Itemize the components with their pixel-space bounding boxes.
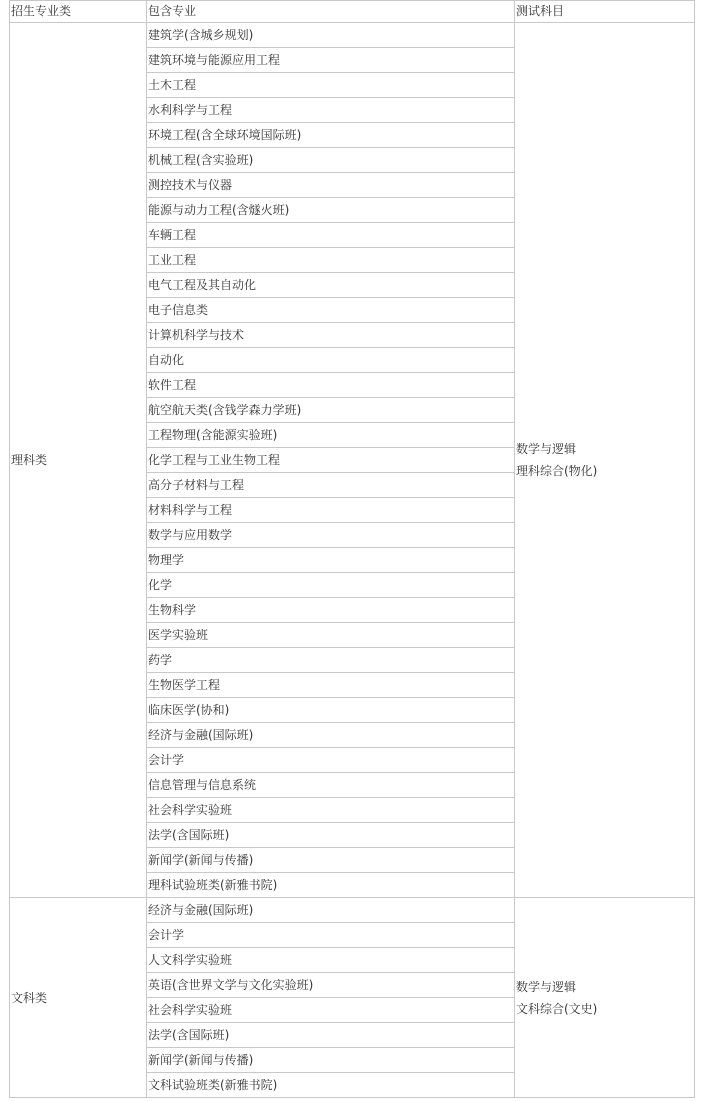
major-cell: 计算机科学与技术 <box>147 323 515 348</box>
major-cell: 机械工程(含实验班) <box>147 148 515 173</box>
table-row <box>10 898 695 923</box>
major-cell: 生物医学工程 <box>147 673 515 698</box>
major-cell: 社会科学实验班 <box>147 798 515 823</box>
major-cell: 社会科学实验班 <box>147 998 515 1023</box>
major-cell: 自动化 <box>147 348 515 373</box>
major-cell: 工业工程 <box>147 248 515 273</box>
major-cell: 测控技术与仪器 <box>147 173 515 198</box>
major-cell: 经济与金融(国际班) <box>147 898 515 923</box>
admission-table <box>9 0 695 1098</box>
subject-line: 数学与逻辑 <box>516 979 577 994</box>
header-row <box>10 1 695 23</box>
header-subjects: 测试科目 <box>515 1 695 23</box>
subjects-cell <box>515 23 695 898</box>
subject-line: 文科综合(文史) <box>516 1001 598 1016</box>
major-cell: 法学(含国际班) <box>147 1023 515 1048</box>
major-cell: 生物科学 <box>147 598 515 623</box>
major-cell: 软件工程 <box>147 373 515 398</box>
table-body <box>10 1 695 1098</box>
subject-line: 数学与逻辑 <box>516 442 577 456</box>
major-cell: 人文科学实验班 <box>147 948 515 973</box>
major-cell: 法学(含国际班) <box>147 823 515 848</box>
major-cell: 理科试验班类(新雅书院) <box>147 873 515 898</box>
header-category: 招生专业类 <box>10 1 147 23</box>
header-majors: 包含专业 <box>147 1 515 23</box>
major-cell: 药学 <box>147 648 515 673</box>
major-cell: 电气工程及其自动化 <box>147 273 515 298</box>
major-cell: 信息管理与信息系统 <box>147 773 515 798</box>
major-cell: 高分子材料与工程 <box>147 473 515 498</box>
subjects-cell <box>515 898 695 1098</box>
major-cell: 数学与应用数学 <box>147 523 515 548</box>
major-cell: 新闻学(新闻与传播) <box>147 848 515 873</box>
major-cell: 医学实验班 <box>147 623 515 648</box>
category-cell: 理科类 <box>10 23 147 898</box>
major-cell: 土木工程 <box>147 73 515 98</box>
table-row <box>10 23 695 48</box>
major-cell: 能源与动力工程(含燧火班) <box>147 198 515 223</box>
major-cell: 电子信息类 <box>147 298 515 323</box>
major-cell: 航空航天类(含钱学森力学班) <box>147 398 515 423</box>
major-cell: 工程物理(含能源实验班) <box>147 423 515 448</box>
major-cell: 水利科学与工程 <box>147 98 515 123</box>
major-cell: 英语(含世界文学与文化实验班) <box>147 973 515 998</box>
major-cell: 新闻学(新闻与传播) <box>147 1048 515 1073</box>
major-cell: 车辆工程 <box>147 223 515 248</box>
major-cell: 材料科学与工程 <box>147 498 515 523</box>
major-cell: 建筑学(含城乡规划) <box>147 23 515 48</box>
major-cell: 会计学 <box>147 923 515 948</box>
major-cell: 文科试验班类(新雅书院) <box>147 1073 515 1098</box>
major-cell: 会计学 <box>147 748 515 773</box>
major-cell: 化学 <box>147 573 515 598</box>
major-cell: 环境工程(含全球环境国际班) <box>147 123 515 148</box>
major-cell: 物理学 <box>147 548 515 573</box>
major-cell: 化学工程与工业生物工程 <box>147 448 515 473</box>
subject-line: 理科综合(物化) <box>516 464 598 478</box>
category-cell: 文科类 <box>10 898 147 1098</box>
major-cell: 建筑环境与能源应用工程 <box>147 48 515 73</box>
major-cell: 经济与金融(国际班) <box>147 723 515 748</box>
major-cell: 临床医学(协和) <box>147 698 515 723</box>
